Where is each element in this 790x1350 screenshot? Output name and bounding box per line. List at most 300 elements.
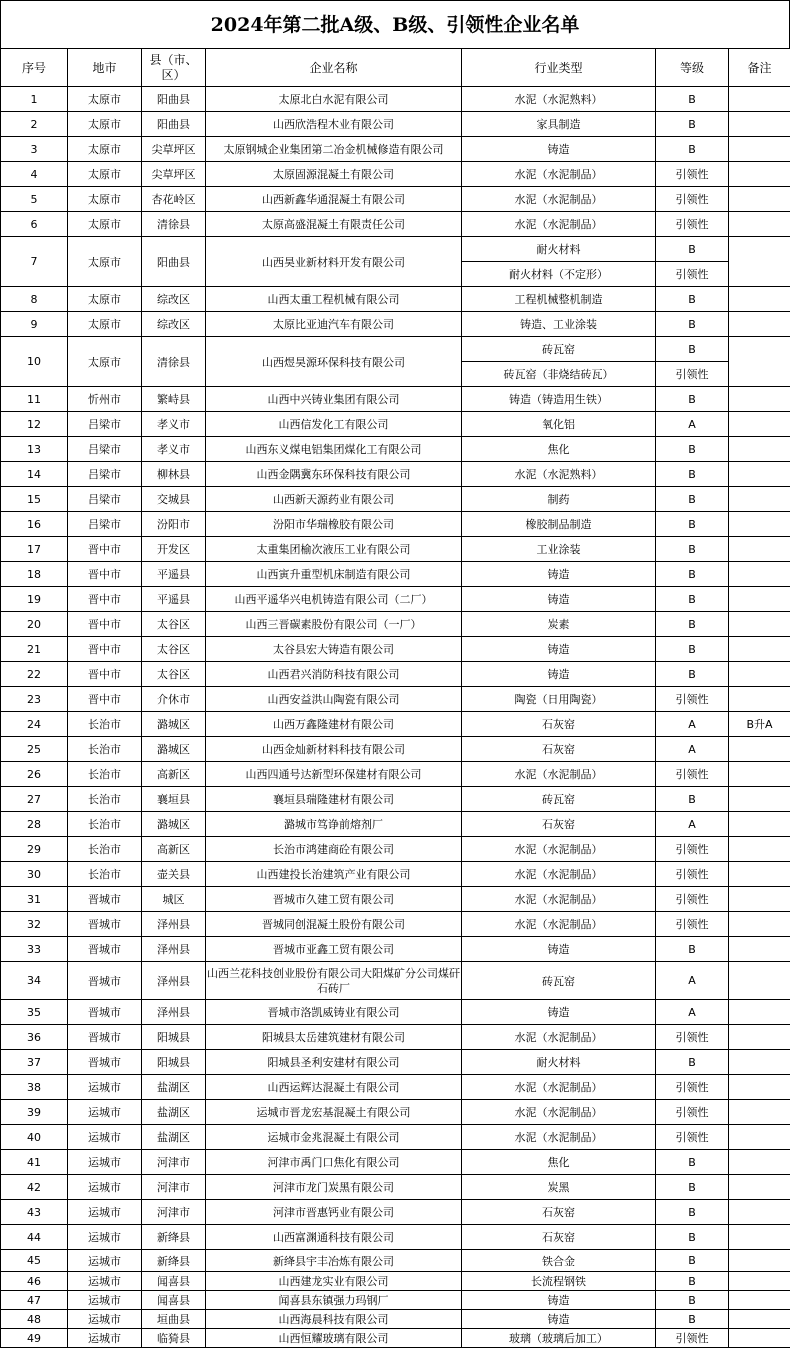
table-row: [1, 862, 790, 887]
row-no: 49: [1, 1329, 68, 1348]
table-row: [1, 1291, 790, 1310]
row-no: 26: [1, 762, 68, 787]
enterprise-table: [0, 48, 790, 1348]
row-remark: [729, 1150, 790, 1175]
row-company: 运城市金兆混凝土有限公司: [206, 1125, 462, 1150]
row-city: 运城市: [68, 1225, 142, 1250]
row-company: 汾阳市华瑞橡胶有限公司: [206, 512, 462, 537]
table-row: [1, 1025, 790, 1050]
row-company: 山西中兴铸业集团有限公司: [206, 387, 462, 412]
row-industry: 水泥（水泥制品）: [462, 762, 656, 787]
table-row: [1, 1329, 790, 1348]
document-title: 2024年第二批A级、B级、引领性企业名单: [0, 0, 790, 48]
row-grade: B: [656, 312, 729, 337]
row-company: 太原北白水泥有限公司: [206, 87, 462, 112]
row-county: 泽州县: [142, 962, 206, 1000]
row-no: 43: [1, 1200, 68, 1225]
row-industry: 水泥（水泥熟料）: [462, 462, 656, 487]
row-city: 运城市: [68, 1075, 142, 1100]
table-row: [1, 812, 790, 837]
row-company: 山西平遥华兴电机铸造有限公司（二厂）: [206, 587, 462, 612]
row-remark: [729, 312, 790, 337]
table-row: [1, 87, 790, 112]
row-county: 盐湖区: [142, 1075, 206, 1100]
table-row: [1, 337, 790, 362]
row-company: 河津市晋惠钙业有限公司: [206, 1200, 462, 1225]
table-row: [1, 787, 790, 812]
row-grade: B: [656, 487, 729, 512]
table-row: [1, 487, 790, 512]
row-no: 40: [1, 1125, 68, 1150]
row-grade: 引领性: [656, 1100, 729, 1125]
row-grade: 引领性: [656, 762, 729, 787]
row-remark: [729, 737, 790, 762]
row-remark: [729, 112, 790, 137]
row-grade: 引领性: [656, 362, 729, 387]
row-industry: 砖瓦窑（非烧结砖瓦）: [462, 362, 656, 387]
row-county: 平遥县: [142, 587, 206, 612]
row-remark: [729, 212, 790, 237]
row-remark: [729, 412, 790, 437]
row-no: 2: [1, 112, 68, 137]
row-grade: B: [656, 937, 729, 962]
row-remark: [729, 1272, 790, 1291]
row-no: 5: [1, 187, 68, 212]
table-row: [1, 437, 790, 462]
row-city: 长治市: [68, 737, 142, 762]
row-city: 晋中市: [68, 587, 142, 612]
row-county: 潞城区: [142, 812, 206, 837]
row-company: 太重集团榆次液压工业有限公司: [206, 537, 462, 562]
row-industry: 耐火材料: [462, 237, 656, 262]
row-grade: 引领性: [656, 1125, 729, 1150]
row-county: 孝义市: [142, 437, 206, 462]
row-remark: [729, 1250, 790, 1272]
row-industry: 玻璃（玻璃后加工）: [462, 1329, 656, 1348]
row-remark: [729, 837, 790, 862]
row-grade: B: [656, 112, 729, 137]
header-city: 地市: [68, 49, 142, 87]
row-company: 晋城市洛凯威铸业有限公司: [206, 1000, 462, 1025]
row-industry: 水泥（水泥制品）: [462, 837, 656, 862]
row-remark: [729, 862, 790, 887]
row-grade: 引领性: [656, 887, 729, 912]
row-no: 10: [1, 337, 68, 387]
row-grade: 引领性: [656, 1025, 729, 1050]
row-county: 壶关县: [142, 862, 206, 887]
row-industry: 铸造: [462, 587, 656, 612]
row-company: 晋城同创混凝土股份有限公司: [206, 912, 462, 937]
row-remark: [729, 762, 790, 787]
row-grade: B: [656, 1272, 729, 1291]
row-city: 长治市: [68, 862, 142, 887]
row-company: 阳城县圣利安建材有限公司: [206, 1050, 462, 1075]
row-industry: 铁合金: [462, 1250, 656, 1272]
row-county: 垣曲县: [142, 1310, 206, 1329]
table-row: [1, 162, 790, 187]
row-grade: B: [656, 1250, 729, 1272]
row-company: 太谷县宏大铸造有限公司: [206, 637, 462, 662]
row-city: 吕梁市: [68, 487, 142, 512]
row-company: 山西寅升重型机床制造有限公司: [206, 562, 462, 587]
row-industry: 铸造: [462, 1291, 656, 1310]
row-industry: 水泥（水泥制品）: [462, 212, 656, 237]
row-remark: [729, 587, 790, 612]
row-no: 1: [1, 87, 68, 112]
row-company: 太原固源混凝土有限公司: [206, 162, 462, 187]
row-remark: [729, 1225, 790, 1250]
table-row: [1, 1200, 790, 1225]
row-company: 山西欣浩程木业有限公司: [206, 112, 462, 137]
row-no: 18: [1, 562, 68, 587]
row-company: 山西安益洪山陶瓷有限公司: [206, 687, 462, 712]
row-company: 山西三晋碳素股份有限公司（一厂）: [206, 612, 462, 637]
row-company: 河津市禹门口焦化有限公司: [206, 1150, 462, 1175]
row-no: 20: [1, 612, 68, 637]
row-remark: [729, 787, 790, 812]
row-company: 太原比亚迪汽车有限公司: [206, 312, 462, 337]
row-grade: B: [656, 537, 729, 562]
row-industry: 铸造: [462, 937, 656, 962]
row-grade: B: [656, 587, 729, 612]
row-company: 阳城县太岳建筑建材有限公司: [206, 1025, 462, 1050]
row-grade: A: [656, 412, 729, 437]
row-remark: [729, 1075, 790, 1100]
row-industry: 石灰窑: [462, 1225, 656, 1250]
row-county: 开发区: [142, 537, 206, 562]
table-row: [1, 1050, 790, 1075]
row-company: 山西建投长治建筑产业有限公司: [206, 862, 462, 887]
table-row: [1, 1125, 790, 1150]
row-company: 山西金灿新材料科技有限公司: [206, 737, 462, 762]
table-row: [1, 887, 790, 912]
row-no: 31: [1, 887, 68, 912]
row-no: 3: [1, 137, 68, 162]
row-county: 河津市: [142, 1175, 206, 1200]
row-county: 阳曲县: [142, 112, 206, 137]
table-row: [1, 837, 790, 862]
row-grade: 引领性: [656, 912, 729, 937]
row-county: 闻喜县: [142, 1272, 206, 1291]
row-remark: [729, 912, 790, 937]
row-remark: [729, 287, 790, 312]
row-grade: B: [656, 562, 729, 587]
row-remark: [729, 812, 790, 837]
row-grade: B: [656, 137, 729, 162]
row-company: 山西煜昊源环保科技有限公司: [206, 337, 462, 387]
row-industry: 炭黑: [462, 1175, 656, 1200]
header-no: 序号: [1, 49, 68, 87]
row-no: 33: [1, 937, 68, 962]
row-no: 17: [1, 537, 68, 562]
row-industry: 砖瓦窑: [462, 337, 656, 362]
row-grade: B: [656, 612, 729, 637]
row-company: 山西海晨科技有限公司: [206, 1310, 462, 1329]
row-grade: 引领性: [656, 862, 729, 887]
row-company: 山西金隅冀东环保科技有限公司: [206, 462, 462, 487]
table-row: [1, 387, 790, 412]
row-city: 运城市: [68, 1125, 142, 1150]
row-no: 29: [1, 837, 68, 862]
row-city: 运城市: [68, 1310, 142, 1329]
row-city: 晋中市: [68, 562, 142, 587]
row-city: 晋城市: [68, 1050, 142, 1075]
row-industry: 铸造: [462, 137, 656, 162]
row-grade: B: [656, 1291, 729, 1310]
row-grade: B: [656, 662, 729, 687]
row-grade: B: [656, 1200, 729, 1225]
table-row: [1, 1250, 790, 1272]
row-remark: [729, 1100, 790, 1125]
row-industry: 氧化铝: [462, 412, 656, 437]
row-grade: 引领性: [656, 687, 729, 712]
row-city: 晋城市: [68, 1025, 142, 1050]
row-no: 38: [1, 1075, 68, 1100]
row-no: 32: [1, 912, 68, 937]
row-grade: B: [656, 1150, 729, 1175]
row-no: 37: [1, 1050, 68, 1075]
row-remark: [729, 537, 790, 562]
row-grade: A: [656, 812, 729, 837]
row-no: 23: [1, 687, 68, 712]
row-no: 28: [1, 812, 68, 837]
table-row: [1, 1075, 790, 1100]
row-no: 19: [1, 587, 68, 612]
row-industry: 铸造、工业涂装: [462, 312, 656, 337]
row-company: 太原钢城企业集团第二冶金机械修造有限公司: [206, 137, 462, 162]
row-grade: B: [656, 512, 729, 537]
row-remark: [729, 637, 790, 662]
row-city: 运城市: [68, 1175, 142, 1200]
row-remark: [729, 487, 790, 512]
row-company: 山西东义煤电铝集团煤化工有限公司: [206, 437, 462, 462]
row-no: 34: [1, 962, 68, 1000]
row-county: 杏花岭区: [142, 187, 206, 212]
row-county: 闻喜县: [142, 1291, 206, 1310]
row-industry: 砖瓦窑: [462, 787, 656, 812]
row-industry: 水泥（水泥制品）: [462, 162, 656, 187]
row-grade: 引领性: [656, 212, 729, 237]
row-city: 吕梁市: [68, 462, 142, 487]
row-remark: [729, 1200, 790, 1225]
row-remark: [729, 337, 790, 387]
row-city: 运城市: [68, 1272, 142, 1291]
row-city: 吕梁市: [68, 412, 142, 437]
table-row: [1, 562, 790, 587]
row-industry: 铸造: [462, 1000, 656, 1025]
row-company: 山西兰花科技创业股份有限公司大阳煤矿分公司煤矸石砖厂: [206, 962, 462, 1000]
table-row: [1, 912, 790, 937]
row-city: 长治市: [68, 787, 142, 812]
row-county: 新绛县: [142, 1225, 206, 1250]
row-grade: B: [656, 637, 729, 662]
row-industry: 耐火材料: [462, 1050, 656, 1075]
header-industry: 行业类型: [462, 49, 656, 87]
table-row: [1, 412, 790, 437]
row-no: 39: [1, 1100, 68, 1125]
row-city: 太原市: [68, 312, 142, 337]
row-industry: 铸造（铸造用生铁）: [462, 387, 656, 412]
row-county: 泽州县: [142, 912, 206, 937]
row-county: 盐湖区: [142, 1125, 206, 1150]
row-city: 太原市: [68, 162, 142, 187]
row-industry: 水泥（水泥熟料）: [462, 87, 656, 112]
row-city: 太原市: [68, 187, 142, 212]
row-industry: 水泥（水泥制品）: [462, 1025, 656, 1050]
table-row: [1, 587, 790, 612]
row-county: 清徐县: [142, 337, 206, 387]
row-company: 山西信发化工有限公司: [206, 412, 462, 437]
row-remark: [729, 512, 790, 537]
row-city: 晋城市: [68, 887, 142, 912]
table-row: [1, 1225, 790, 1250]
row-company: 潞城市笃诤前熔剂厂: [206, 812, 462, 837]
row-county: 柳林县: [142, 462, 206, 487]
row-city: 长治市: [68, 712, 142, 737]
row-industry: 石灰窑: [462, 737, 656, 762]
row-company: 河津市龙门炭黑有限公司: [206, 1175, 462, 1200]
row-city: 太原市: [68, 337, 142, 387]
row-no: 36: [1, 1025, 68, 1050]
row-city: 晋中市: [68, 537, 142, 562]
row-industry: 炭素: [462, 612, 656, 637]
table-row: [1, 312, 790, 337]
row-remark: [729, 1125, 790, 1150]
row-no: 11: [1, 387, 68, 412]
row-county: 尖草坪区: [142, 162, 206, 187]
row-county: 繁峙县: [142, 387, 206, 412]
row-company: 新绛县宇丰冶炼有限公司: [206, 1250, 462, 1272]
row-industry: 水泥（水泥制品）: [462, 1100, 656, 1125]
row-no: 46: [1, 1272, 68, 1291]
row-grade: 引领性: [656, 162, 729, 187]
row-grade: A: [656, 712, 729, 737]
table-row: [1, 712, 790, 737]
row-city: 运城市: [68, 1200, 142, 1225]
row-no: 30: [1, 862, 68, 887]
row-remark: [729, 237, 790, 287]
row-industry: 石灰窑: [462, 812, 656, 837]
row-remark: [729, 662, 790, 687]
table-row: [1, 187, 790, 212]
row-county: 综改区: [142, 287, 206, 312]
row-company: 襄垣县瑞隆建材有限公司: [206, 787, 462, 812]
row-remark: [729, 687, 790, 712]
row-remark: [729, 387, 790, 412]
row-company: 山西富渊通科技有限公司: [206, 1225, 462, 1250]
row-grade: B: [656, 337, 729, 362]
row-city: 吕梁市: [68, 437, 142, 462]
table-row: [1, 662, 790, 687]
row-remark: B升A: [729, 712, 790, 737]
table-row: [1, 1310, 790, 1329]
row-county: 太谷区: [142, 637, 206, 662]
row-city: 运城市: [68, 1329, 142, 1348]
table-row: [1, 1175, 790, 1200]
row-city: 太原市: [68, 237, 142, 287]
row-city: 晋城市: [68, 962, 142, 1000]
row-city: 运城市: [68, 1100, 142, 1125]
row-company: 山西恒耀玻璃有限公司: [206, 1329, 462, 1348]
row-county: 阳曲县: [142, 87, 206, 112]
row-city: 晋中市: [68, 612, 142, 637]
row-county: 阳城县: [142, 1025, 206, 1050]
row-county: 综改区: [142, 312, 206, 337]
row-city: 晋中市: [68, 662, 142, 687]
row-grade: 引领性: [656, 1075, 729, 1100]
row-industry: 耐火材料（不定形）: [462, 262, 656, 287]
row-company: 闻喜县东镇强力玛钢厂: [206, 1291, 462, 1310]
row-grade: B: [656, 387, 729, 412]
row-company: 山西新鑫华通混凝土有限公司: [206, 187, 462, 212]
row-county: 阳城县: [142, 1050, 206, 1075]
row-city: 晋中市: [68, 687, 142, 712]
table-row: [1, 237, 790, 262]
row-company: 山西昊业新材料开发有限公司: [206, 237, 462, 287]
row-no: 25: [1, 737, 68, 762]
row-county: 太谷区: [142, 612, 206, 637]
row-company: 山西君兴消防科技有限公司: [206, 662, 462, 687]
row-no: 48: [1, 1310, 68, 1329]
row-company: 太原高盛混凝土有限责任公司: [206, 212, 462, 237]
row-grade: B: [656, 87, 729, 112]
row-remark: [729, 962, 790, 1000]
row-grade: B: [656, 1225, 729, 1250]
table-row: [1, 1272, 790, 1291]
header-county: 县（市、区）: [142, 49, 206, 87]
row-no: 45: [1, 1250, 68, 1272]
row-industry: 砖瓦窑: [462, 962, 656, 1000]
row-county: 河津市: [142, 1150, 206, 1175]
row-company: 山西万鑫隆建材有限公司: [206, 712, 462, 737]
row-industry: 水泥（水泥制品）: [462, 912, 656, 937]
row-city: 忻州市: [68, 387, 142, 412]
row-no: 21: [1, 637, 68, 662]
row-county: 临猗县: [142, 1329, 206, 1348]
row-county: 平遥县: [142, 562, 206, 587]
table-row: [1, 1150, 790, 1175]
table-row: [1, 112, 790, 137]
row-county: 太谷区: [142, 662, 206, 687]
row-remark: [729, 1310, 790, 1329]
row-city: 晋城市: [68, 912, 142, 937]
row-company: 山西运辉达混凝土有限公司: [206, 1075, 462, 1100]
row-industry: 水泥（水泥制品）: [462, 187, 656, 212]
row-city: 运城市: [68, 1250, 142, 1272]
row-industry: 水泥（水泥制品）: [462, 887, 656, 912]
row-county: 清徐县: [142, 212, 206, 237]
row-remark: [729, 937, 790, 962]
row-industry: 水泥（水泥制品）: [462, 1075, 656, 1100]
row-city: 晋城市: [68, 937, 142, 962]
row-county: 潞城区: [142, 712, 206, 737]
row-remark: [729, 887, 790, 912]
row-industry: 铸造: [462, 662, 656, 687]
table-row: [1, 287, 790, 312]
row-city: 太原市: [68, 287, 142, 312]
row-industry: 铸造: [462, 1310, 656, 1329]
table-row: [1, 937, 790, 962]
row-county: 潞城区: [142, 737, 206, 762]
row-city: 吕梁市: [68, 512, 142, 537]
header-row: [1, 49, 790, 87]
header-grade: 等级: [656, 49, 729, 87]
row-grade: B: [656, 287, 729, 312]
row-no: 24: [1, 712, 68, 737]
row-no: 14: [1, 462, 68, 487]
row-remark: [729, 1175, 790, 1200]
row-no: 13: [1, 437, 68, 462]
